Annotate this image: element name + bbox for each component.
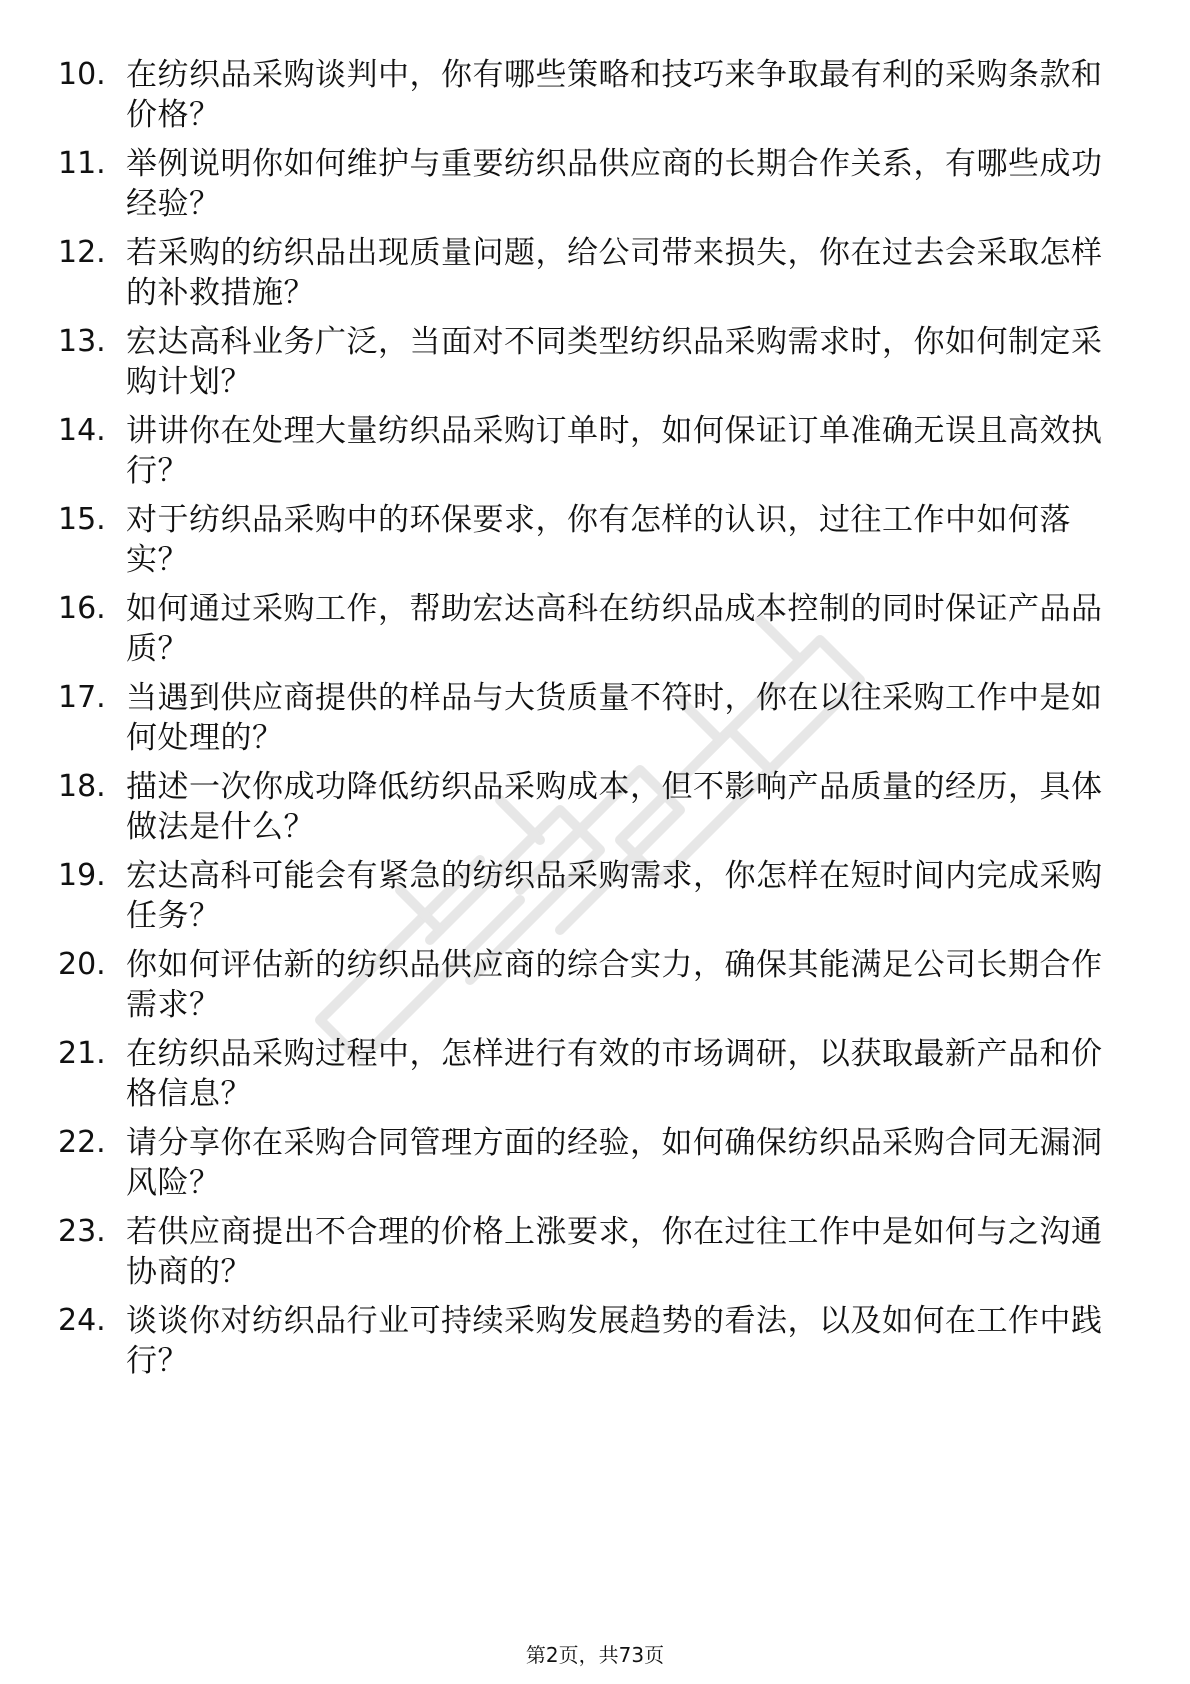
question-number: 12.	[58, 235, 106, 270]
question-item	[58, 856, 1138, 936]
question-text: 你如何评估新的纺织品供应商的综合实力，确保其能满足公司长期合作需求？	[126, 947, 1103, 1023]
question-text: 若采购的纺织品出现质量问题，给公司带来损失，你在过去会采取怎样的补救措施？	[126, 235, 1103, 311]
question-item	[58, 1301, 1138, 1381]
question-item	[58, 144, 1138, 224]
question-number: 15.	[58, 502, 106, 537]
question-text: 在纺织品采购过程中，怎样进行有效的市场调研，以获取最新产品和价格信息？	[126, 1036, 1103, 1112]
question-text: 请分享你在采购合同管理方面的经验，如何确保纺织品采购合同无漏洞风险？	[126, 1125, 1103, 1201]
question-number: 19.	[58, 858, 106, 893]
question-text: 对于纺织品采购中的环保要求，你有怎样的认识，过往工作中如何落实？	[126, 502, 1071, 578]
question-item	[58, 322, 1138, 402]
question-number: 11.	[58, 146, 106, 181]
question-text: 描述一次你成功降低纺织品采购成本，但不影响产品质量的经历，具体做法是什么？	[126, 769, 1103, 845]
question-text: 谈谈你对纺织品行业可持续采购发展趋势的看法，以及如何在工作中践行？	[126, 1303, 1103, 1379]
question-text: 如何通过采购工作，帮助宏达高科在纺织品成本控制的同时保证产品品质？	[126, 591, 1103, 667]
question-number: 13.	[58, 324, 106, 359]
question-number: 24.	[58, 1303, 106, 1338]
question-item	[58, 678, 1138, 758]
question-text: 在纺织品采购谈判中，你有哪些策略和技巧来争取最有利的采购条款和价格？	[126, 57, 1103, 133]
question-item	[58, 1212, 1138, 1292]
question-text: 讲讲你在处理大量纺织品采购订单时，如何保证订单准确无误且高效执行？	[126, 413, 1103, 489]
page-footer: 第2页，共73页	[525, 1643, 665, 1667]
question-text: 宏达高科可能会有紧急的纺织品采购需求，你怎样在短时间内完成采购任务？	[126, 858, 1103, 934]
question-number: 17.	[58, 680, 106, 715]
question-item	[58, 233, 1138, 313]
question-number: 21.	[58, 1036, 106, 1071]
question-item	[58, 1123, 1138, 1203]
question-number: 10.	[58, 57, 106, 92]
question-item	[58, 589, 1138, 669]
question-item	[58, 945, 1138, 1025]
question-item	[58, 500, 1138, 580]
question-text: 举例说明你如何维护与重要纺织品供应商的长期合作关系，有哪些成功经验？	[126, 146, 1103, 222]
question-number: 22.	[58, 1125, 106, 1160]
question-list	[58, 55, 1138, 1390]
question-number: 18.	[58, 769, 106, 804]
question-item	[58, 55, 1138, 135]
question-item	[58, 767, 1138, 847]
question-number: 23.	[58, 1214, 106, 1249]
question-text: 若供应商提出不合理的价格上涨要求，你在过往工作中是如何与之沟通协商的？	[126, 1214, 1103, 1290]
question-text: 当遇到供应商提供的样品与大货质量不符时，你在以往采购工作中是如何处理的？	[126, 680, 1103, 756]
question-item	[58, 411, 1138, 491]
question-number: 20.	[58, 947, 106, 982]
question-number: 16.	[58, 591, 106, 626]
question-item	[58, 1034, 1138, 1114]
question-text: 宏达高科业务广泛，当面对不同类型纺织品采购需求时，你如何制定采购计划？	[126, 324, 1103, 400]
question-number: 14.	[58, 413, 106, 448]
